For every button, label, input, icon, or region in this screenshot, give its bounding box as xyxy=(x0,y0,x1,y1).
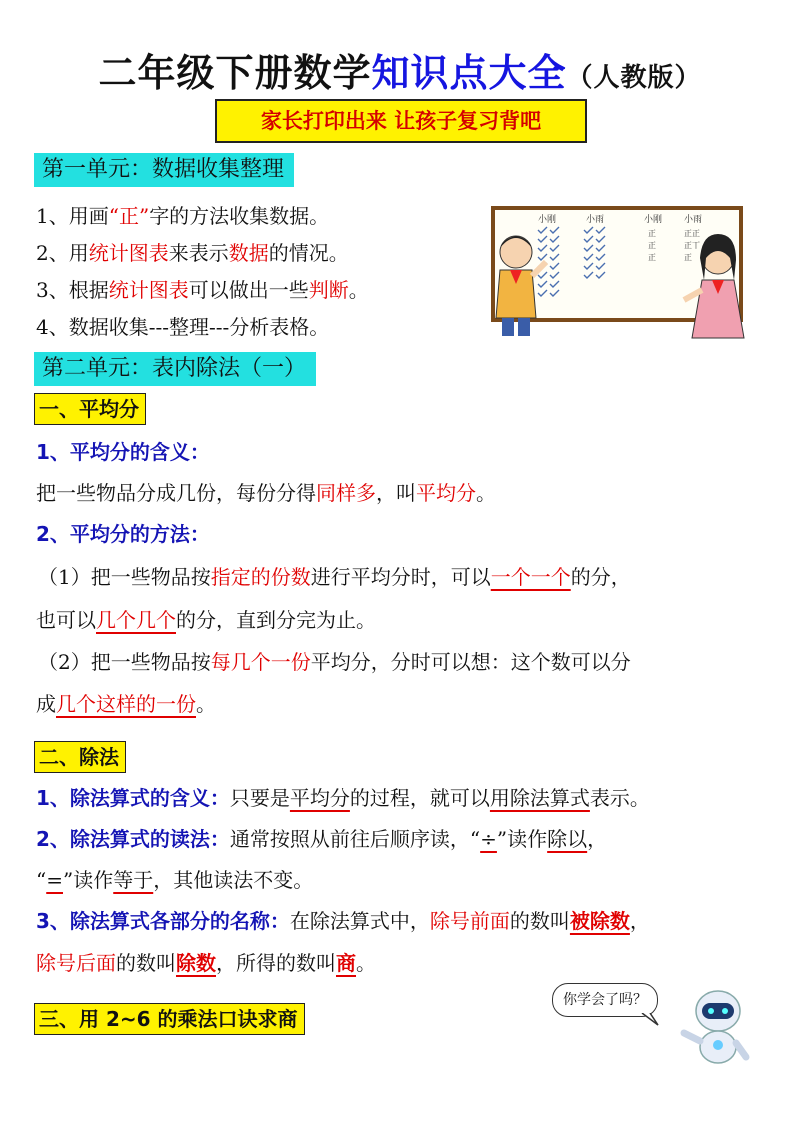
board-header-3: 小刚 xyxy=(644,215,663,225)
q1-heading: 1、平均分的含义： xyxy=(36,440,210,464)
title-paren: （人教版） xyxy=(566,63,702,93)
division-meaning: 1、除法算式的含义：只要是平均分的过程，就可以用除法算式表示。 xyxy=(36,786,650,810)
unit1-item-2: 2、用统计图表来表示数据的情况。 xyxy=(36,241,349,265)
section-3-heading: 三、用 2~6 的乘法口诀求商 xyxy=(34,1003,305,1035)
unit2-heading: 第二单元：表内除法（一） xyxy=(34,352,316,386)
board-tally-l1: 正 xyxy=(648,229,656,238)
board-tally-l3: 正 xyxy=(648,253,656,262)
section-2-heading: 二、除法 xyxy=(34,741,126,773)
method-1-line-1: （1）把一些物品按指定的份数进行平均分时，可以一个一个的分， xyxy=(38,565,631,589)
unit1-item-1: 1、用画“正”字的方法收集数据。 xyxy=(36,204,330,228)
board-header-4: 小雨 xyxy=(684,215,703,225)
board-tally-r1: 正正 xyxy=(684,229,700,238)
board-tally-l2: 正 xyxy=(648,241,656,250)
robot-icon xyxy=(676,985,756,1065)
method-2-line-1: （2）把一些物品按每几个一份平均分，分时可以想：这个数可以分 xyxy=(38,650,631,674)
board-tally-r3: 正 xyxy=(684,253,692,262)
board-header-2: 小雨 xyxy=(586,215,605,225)
subtitle-banner: 家长打印出来 让孩子复习背吧 xyxy=(215,99,587,143)
section-1-heading: 一、平均分 xyxy=(34,393,146,425)
q1-text: 把一些物品分成几份，每份分得同样多，叫平均分。 xyxy=(36,481,496,505)
division-parts-line-1: 3、除法算式各部分的名称：在除法算式中，除号前面的数叫被除数， xyxy=(36,909,650,933)
q2-heading: 2、平均分的方法： xyxy=(36,522,210,546)
bubble-tail xyxy=(640,1012,660,1026)
division-reading-line-1: 2、除法算式的读法：通常按照从前往后顺序读，“÷”读作除以， xyxy=(36,827,608,851)
method-1-line-2: 也可以几个几个的分，直到分完为止。 xyxy=(36,608,376,632)
board-header-1: 小刚 xyxy=(538,215,557,225)
division-reading-line-2: “=”读作等于，其他读法不变。 xyxy=(36,868,314,892)
title-blue: 知识点大全 xyxy=(371,51,567,95)
method-2-line-2: 成几个这样的一份。 xyxy=(36,692,216,716)
board-tally-r2: 正丅 xyxy=(684,241,700,250)
page-title xyxy=(0,42,800,97)
tally-board-illustration xyxy=(488,200,750,340)
unit1-item-4: 4、数据收集---整理---分析表格。 xyxy=(36,315,330,339)
title-black: 二年级下册数学 xyxy=(98,51,372,95)
division-parts-line-2: 除号后面的数叫除数，所得的数叫商。 xyxy=(36,951,376,975)
unit1-item-3: 3、根据统计图表可以做出一些判断。 xyxy=(36,278,369,302)
speech-bubble: 你学会了吗？ xyxy=(552,983,658,1017)
unit1-heading: 第一单元：数据收集整理 xyxy=(34,153,294,187)
